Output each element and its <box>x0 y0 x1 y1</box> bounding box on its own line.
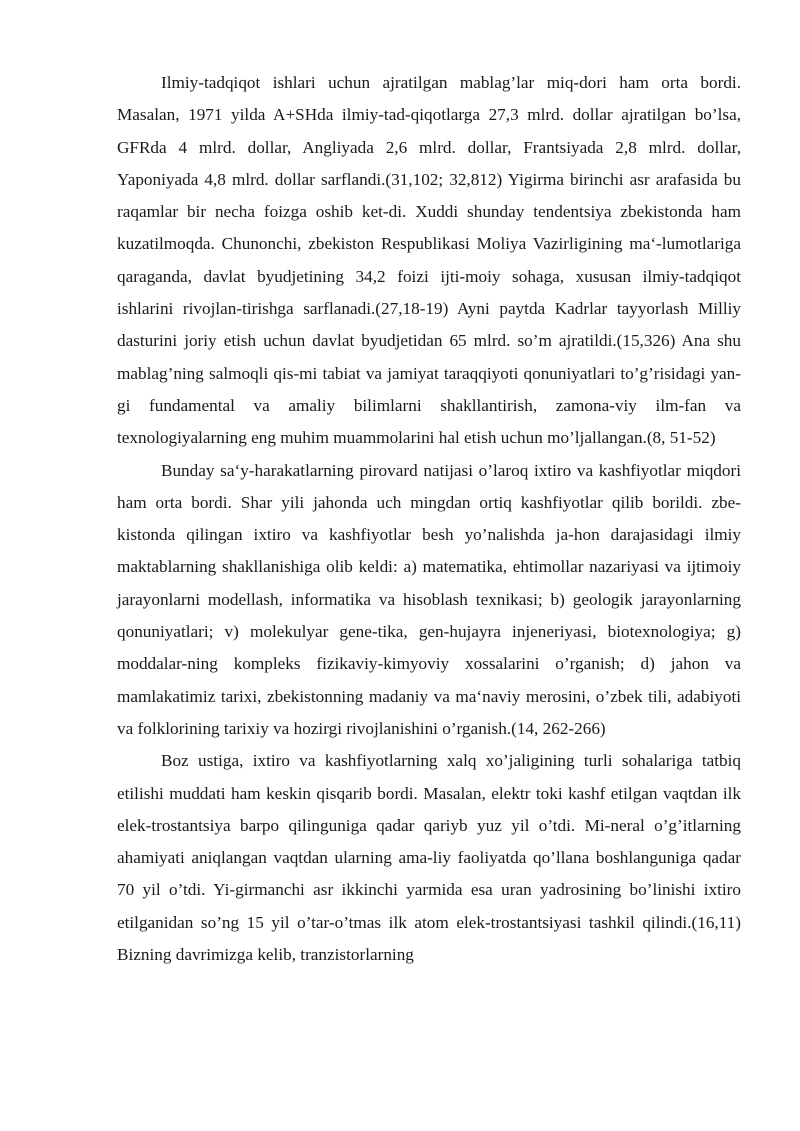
paragraph-application: Boz ustiga, ixtiro va kashfiyotlarning xalq xo’jaligining turli sohalariga tatbiq etilishi muddati ham keskin qisqarib bordi. Masalan, elektr toki kashf etilgan vaqtdan ilk elek-trostantsiya barpo qilinguniga qadar qariyb yuz yil o’tdi. Mi-neral o’g’itlarning ahamiyati aniqlangan vaqtdan ularning ama-liy faoliyatda qo’llana boshlanguniga qadar 70 yil o’tdi. Yi-girmanchi asr ikkinchi yarmida esa uran yadrosining bo’linishi ixtiro etilganidan so’ng 15 yil o’tar-o’tmas ilk atom elek-trostantsiyasi tashkil qilindi.(16,11) Bizning davrimizga kelib, tranzistorlarning <box>117 751 741 965</box>
paragraph-discoveries: Bunday sa‘y-harakatlarning pirovard natijasi o’laroq ixtiro va kashfiyotlar miqdori ham orta bordi. Shar yili jahonda uch mingdan ortiq kashfiyotlar qilib borildi. zbe-kistonda qilingan ixtiro va kashfiyotlar besh yo’nalishda ja-hon darajasidagi ilmiy maktablarning shakllanishiga olib keldi: a) matematika, ehtimollar nazariyasi va ijtimoiy jarayonlarni modellash, informatika va hisoblash texnikasi; b) geologik jarayonlarning qonuniyatlari; v) molekulyar gene-tika, gen-hujayra injeneriyasi, biotexnologiya; g) moddalar-ning kompleks fizikaviy-kimyoviy xossalarini o’rganish; d) jahon va mamlakatimiz tarixi, zbekistonning madaniy va ma‘naviy merosini, o’zbek tili, adabiyoti va folklorining tarixiy va hozirgi rivojlanishini o’rganish.(14, 262-266) <box>117 460 741 738</box>
paragraph-funding: Ilmiy-tadqiqot ishlari uchun ajratilgan mablag’lar miq-dori ham orta bordi. Masalan, 1971 yilda A+SHda ilmiy-tad-qiqotlarga 27,3 mlrd. dollar ajratilgan bo’lsa, GFRda 4 mlrd. dollar, Angliyada 2,6 mlrd. dollar, Frantsiyada 2,8 mlrd. dollar, Yaponiyada 4,8 mlrd. dollar sarflandi.(31,102; 32,812) Yigirma birinchi asr arafasida bu raqamlar bir necha foizga oshib ket-di. Xuddi shunday tendentsiya zbekistonda ham kuzatilmoqda. Chunonchi, zbekiston Respublikasi Moliya Vazirligining ma‘-lumotlariga qaraganda, davlat byudjetining 34,2 foizi ijti-moiy sohaga, xususan ilmiy-tadqiqot ishlarini rivojlan-tirishga sarflanadi.(27,18-19) Ayni paytda Kadrlar tayyorlash Milliy dasturini joriy etish uchun davlat byudjetidan 65 mlrd. so’m ajratildi.(15,326) Ana shu mablag’ning salmoqli qis-mi tabiat va jamiyat taraqqiyoti qonuniyatlari to’g’risidagi yan-gi fundamental va amaliy bilimlarni shakllantirish, zamona-viy ilm-fan va texnologiyalarning eng muhim muammolarini hal etish uchun mo’ljallangan.(8, 51-52) <box>117 73 741 448</box>
document-page <box>117 67 741 971</box>
